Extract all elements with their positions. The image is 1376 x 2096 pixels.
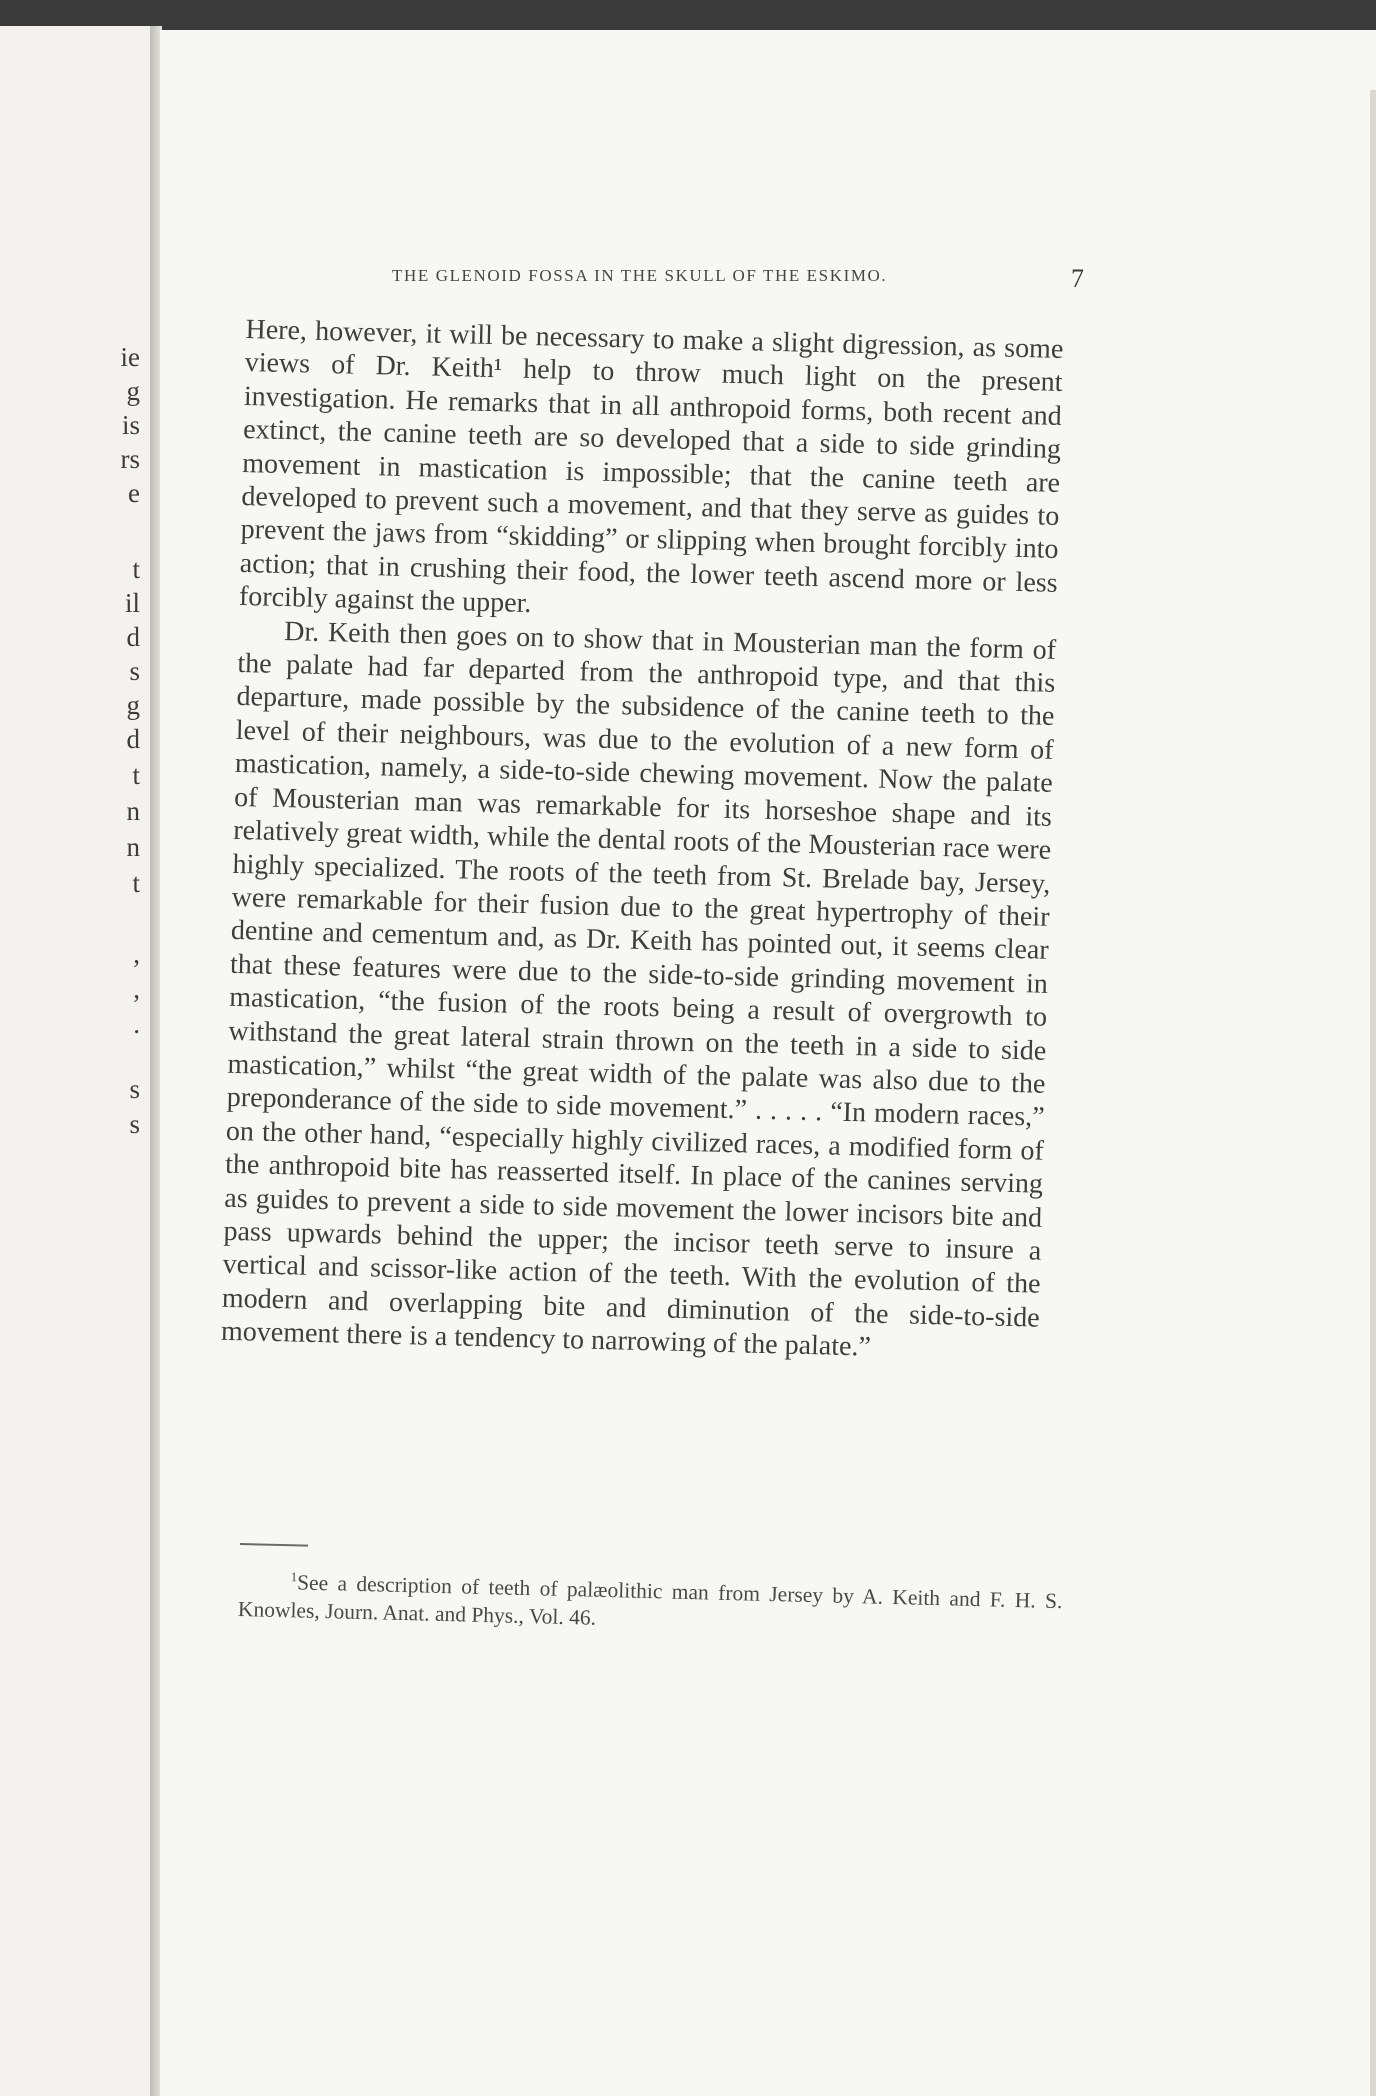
running-head: THE GLENOID FOSSA IN THE SKULL OF THE ESKIMO. xyxy=(392,266,888,285)
scanner-background xyxy=(0,0,1376,34)
footnote-marker: 1 xyxy=(290,1569,298,1585)
facing-page-fragment: rs xyxy=(120,444,140,474)
facing-page-fragment: n xyxy=(126,796,140,826)
page-number: 7 xyxy=(1071,264,1084,293)
facing-page-edge xyxy=(0,26,153,2096)
facing-page-fragment: d xyxy=(126,622,140,652)
facing-page-fragment: s xyxy=(129,1109,140,1139)
footnote-text: See a description of teeth of palæolithic man from Jersey by A. Keith and F. H. S. Knowles, Journ. Anat. and Phys., Vol. 46. xyxy=(237,1570,1063,1630)
facing-page-fragment: , xyxy=(133,974,140,1004)
paragraph-1: Here, however, it will be necessary to make a slight digression, as some views of Dr. Keith¹ help to throw much light on the present investigation. He remarks that in all anthropoid forms, both recent and extinct, the canine teeth are so developed that a side to side grinding movement in mastication is impossible; that the canine teeth are developed to prevent such a movement, and that they serve as guides to prevent the jaws from “skidding” or slipping when brought forcibly into action; that in crushing their food, the lower teeth ascend more or less forcibly against the upper. xyxy=(238,313,1064,620)
page-edge-shadow xyxy=(1370,90,1376,2096)
facing-page-fragment: t xyxy=(132,554,140,584)
body-text xyxy=(221,313,1064,1368)
facing-page-fragment: s xyxy=(129,1074,140,1104)
facing-page-fragment: d xyxy=(126,724,140,754)
facing-page-fragment: is xyxy=(121,410,140,440)
facing-page-fragment: ie xyxy=(120,342,140,372)
facing-page-fragment: g xyxy=(126,376,140,406)
paragraph-2: Dr. Keith then goes on to show that in Mousterian man the form of the palate had far departed from the anthropoid type, and that this departure, made possible by the subsidence of the canine teeth to the level of their neighbours, was due to the evolution of a new form of mastication, namely, a side-to-side chewing movement. Now the palate of Mousterian man was remarkable for its horseshoe shape and its relatively great width, while the dental roots of the Mousterian race were highly specialized. The roots of the teeth from St. Brelade bay, Jersey, were remarkable for their fusion due to the great hypertrophy of their dentine and cementum and, as Dr. Keith has pointed out, it seems clear that these features were due to the side-to-side grinding movement in mastication, “the fusion of the roots being a result of overgrowth to withstand the great lateral strain thrown on the teeth in a side to side mastication,” whilst “the great width of the palate was also due to the preponderance of the side to side movement.” . . . . . “In modern races,” on the other hand, “especially highly civilized races, a modified form of the anthropoid bite has reasserted itself. In place of the canines serving as guides to prevent a side to side movement the lower incisors bite and pass upwards behind the upper; the incisor teeth serve to insure a vertical and scissor-like action of the teeth. With the evolution of the modern and overlapping bite and diminution of the side-to-side movement there is a tendency to narrowing of the palate.” xyxy=(220,615,1057,1363)
facing-page-fragment: e xyxy=(128,478,140,508)
facing-page-fragment: , xyxy=(133,939,140,969)
facing-page-fragment: il xyxy=(124,588,140,618)
facing-page-fragment: n xyxy=(126,832,140,862)
facing-page-fragment: t xyxy=(132,868,140,898)
facing-page-fragment: . xyxy=(133,1009,140,1039)
facing-page-fragment: t xyxy=(132,760,140,790)
facing-page-fragment: s xyxy=(129,656,140,686)
facing-page-fragment: g xyxy=(126,690,140,720)
